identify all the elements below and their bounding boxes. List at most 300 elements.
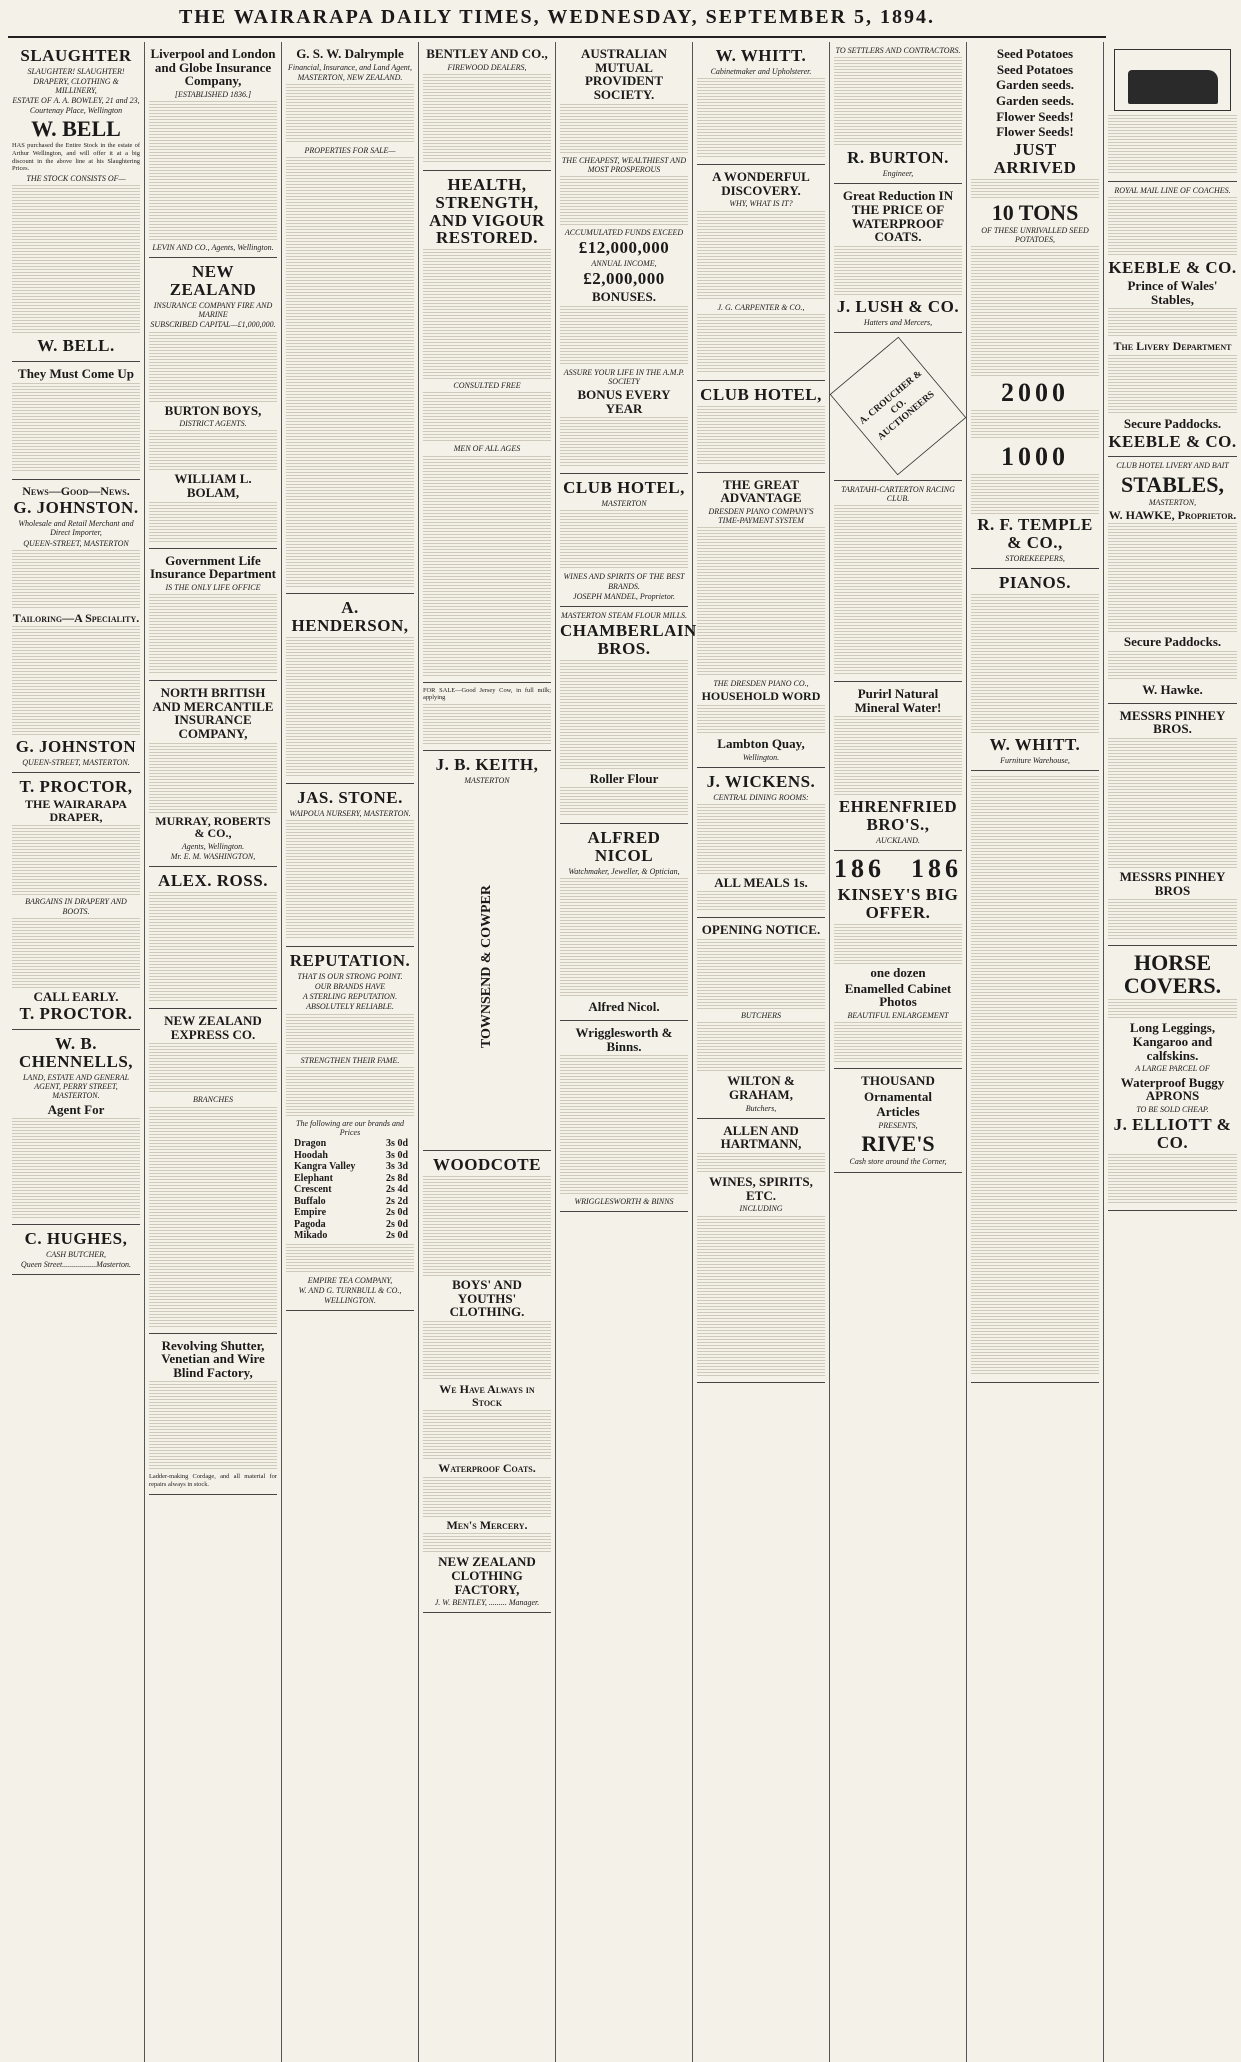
reputation-ad (286, 947, 414, 1311)
ad-subheading: FIREWOOD DEALERS, (447, 62, 527, 72)
ad-heading: J. ELLIOTT & CO. (1113, 1115, 1232, 1152)
ad-subheading: J. W. BENTLEY, ......... Manager. (434, 1598, 540, 1608)
ad-heading: HOUSEHOLD WORD (701, 689, 821, 704)
ad-subheading: Butchers, (745, 1103, 777, 1113)
ad-subheading: ROYAL MAIL LINE OF COACHES. (1114, 186, 1231, 195)
small-print (971, 594, 1099, 734)
small-print (286, 1014, 414, 1054)
small-print (423, 1176, 551, 1276)
ad-subheading: JOSEPH MANDEL, Proprietor. (573, 591, 675, 601)
ad-subheading: THE STOCK CONSISTS OF— (26, 174, 126, 184)
reduction-ad (834, 184, 962, 333)
pinhey-ad (1108, 704, 1237, 947)
ad-heading: JUST ARRIVED (993, 139, 1077, 177)
small-print (286, 157, 414, 587)
small-print (1108, 999, 1237, 1019)
ad-heading: Flower Seeds! (996, 108, 1074, 124)
ad-subheading: MASTERTON, (1148, 497, 1197, 507)
ad-heading: Roller Flour (589, 770, 659, 786)
allen-ad (697, 1119, 825, 1383)
ad-heading: W. BELL (31, 115, 121, 141)
ad-heading: Secure Paddocks. (1123, 634, 1222, 650)
ad-heading: THOUSAND (861, 1073, 935, 1089)
small-print (149, 502, 277, 542)
club-livery-ad (1108, 457, 1237, 703)
coach-ad (1108, 42, 1237, 182)
ad-subheading: PROPERTIES FOR SALE— (304, 146, 396, 156)
ad-subheading: DRESDEN PIANO COMPANY'S TIME-PAYMENT SYSTEM (708, 506, 814, 525)
ad-subheading: IS THE ONLY LIFE OFFICE (165, 582, 261, 592)
ad-heading: J. B. KEITH, (435, 755, 539, 775)
ad-heading: Articles (876, 1104, 920, 1120)
small-print (423, 456, 551, 676)
ad-heading: THE WAIRARAPA DRAPER, (25, 797, 127, 824)
ad-heading: Revolving Shutter, Venetian and Wire Blind Factory, (161, 1337, 265, 1380)
ad-subheading: A LARGE PARCEL OF (1135, 1064, 1210, 1074)
small-print (423, 1533, 551, 1553)
ad-heading: WILTON & GRAHAM, (727, 1073, 795, 1102)
small-print (1108, 197, 1237, 257)
ad-heading: BENTLEY AND CO., (426, 46, 548, 61)
ad-heading: Ornamental (864, 1088, 932, 1104)
coach-illustration (1114, 49, 1231, 111)
dalrymple-ad (286, 42, 414, 594)
price-row: Hoodah 3s 0d (294, 1149, 408, 1161)
ad-subheading: Cabinetmaker and Upholsterer. (710, 66, 812, 76)
ad-subheading: WRIGGLESWORTH & BINNS (574, 1197, 674, 1207)
small-print (12, 1118, 140, 1218)
ad-heading: WILLIAM L. BOLAM, (174, 471, 252, 501)
small-print (149, 1107, 277, 1327)
small-print (1108, 899, 1237, 939)
ad-heading: HORSE COVERS. (1123, 950, 1222, 999)
small-print (1108, 523, 1237, 633)
croucher-ad (834, 333, 962, 481)
big-number: 1000 (1001, 442, 1069, 471)
small-print (286, 1244, 414, 1274)
johnston-ad (12, 480, 140, 774)
small-print (834, 57, 962, 147)
ad-heading: RIVE'S (861, 1131, 935, 1157)
ad-heading: W. WHITT. (989, 734, 1081, 754)
club-hotel-2-ad (697, 381, 825, 473)
price-row: Buffalo 2s 2d (294, 1195, 408, 1207)
ad-heading: Seed Potatoes (996, 61, 1074, 77)
ad-heading: Enamelled Cabinet Photos (844, 980, 952, 1010)
ad-subheading: BRANCHES (193, 1095, 233, 1105)
ad-subheading: TO SETTLERS AND CONTRACTORS. (835, 46, 961, 55)
ad-heading: BONUS EVERY YEAR (577, 387, 671, 416)
price-row: Empire 2s 0d (294, 1207, 408, 1219)
kinsey-ad (834, 851, 962, 1069)
pianos-ad (971, 569, 1099, 771)
ad-subheading: BUTCHERS (741, 1011, 781, 1021)
whitt-ad (697, 42, 825, 165)
racing-ad (834, 481, 962, 682)
small-print (560, 176, 688, 226)
ad-heading: W. WHITT. (715, 46, 807, 65)
small-print (697, 527, 825, 677)
ad-subheading: INCLUDING (739, 1204, 783, 1214)
ad-subheading: Furniture Warehouse, (1000, 755, 1070, 765)
small-print (560, 1055, 688, 1195)
ad-subheading: CLUB HOTEL LIVERY AND BAIT (1116, 461, 1229, 471)
ad-heading: BURTON BOYS, (164, 402, 262, 418)
rives-ad (834, 1069, 962, 1172)
column-4 (419, 42, 556, 2062)
small-print (697, 314, 825, 374)
small-print (286, 820, 414, 940)
ad-heading: CLUB HOTEL, (563, 478, 685, 498)
ad-subheading: CASH BUTCHER, (46, 1250, 106, 1260)
ad-subheading: [ESTABLISHED 1836.] (174, 89, 252, 99)
ad-heading: R. F. TEMPLE & CO., (977, 515, 1093, 552)
ad-subheading: MASTERTON (464, 776, 510, 786)
small-print (697, 406, 825, 466)
ad-heading: ALL MEALS 1s. (714, 874, 808, 890)
small-print (1108, 115, 1237, 175)
price-row: Pagoda 2s 0d (294, 1218, 408, 1230)
bentley-ad (423, 42, 551, 171)
stone-ad (286, 784, 414, 947)
ad-heading: News—Good—News. (22, 483, 130, 498)
ad-subheading: Watchmaker, Jeweller, & Optician, (568, 867, 680, 877)
small-print (1108, 738, 1237, 868)
ad-heading: JAS. STONE. (297, 787, 403, 807)
ad-heading: A WONDERFUL DISCOVERY. (712, 169, 810, 198)
price-row: Crescent 2s 4d (294, 1184, 408, 1196)
ad-line: THAT IS OUR STRONG POINT. (297, 971, 403, 981)
small-print (12, 918, 140, 988)
diagonal-stamp (830, 337, 967, 475)
small-print (834, 716, 962, 796)
ad-signature: Alfred Nicol. (588, 999, 660, 1015)
ad-heading: one dozen (870, 965, 926, 981)
ad-heading: W. BELL. (37, 336, 115, 356)
small-print (1108, 651, 1237, 681)
ad-line: ABSOLUTELY RELIABLE. (306, 1002, 394, 1012)
ad-subheading: Wholesale and Retail Merchant and Direct Importer, (18, 519, 134, 538)
ad-heading: The Livery Department (1113, 339, 1232, 354)
ad-heading: W. HAWKE, Proprietor. (1108, 507, 1237, 522)
small-print (697, 211, 825, 301)
ad-subheading: CONSULTED FREE (453, 381, 521, 391)
liverpool-ad (149, 42, 277, 258)
nicol-ad (560, 824, 688, 1021)
ad-heading: Government Life Insurance Department (149, 552, 276, 582)
vertical-ad (423, 786, 551, 1146)
ad-heading: CALL EARLY. (33, 988, 119, 1004)
small-print (423, 74, 551, 164)
small-print (560, 104, 688, 154)
government-life-ad (149, 549, 277, 681)
big-number: 2000 (1001, 378, 1069, 407)
ad-subheading: Wellington. (742, 752, 780, 762)
small-print (12, 383, 140, 473)
nz-express-ad (149, 1009, 277, 1333)
ad-heading: £2,000,000 (583, 269, 665, 289)
column-7 (830, 42, 967, 2062)
ad-heading: £12,000,000 (578, 238, 670, 258)
small-print (971, 179, 1099, 199)
small-print (149, 892, 277, 1002)
ad-heading: Long Leggings, Kangaroo and calfskins. (1129, 1020, 1216, 1063)
ad-subheading: TO BE SOLD CHEAP. (1136, 1104, 1209, 1114)
ad-subheading: Financial, Insurance, and Land Agent, (287, 62, 413, 72)
ad-heading: W. B. CHENNELLS, (18, 1034, 134, 1072)
ad-subheading: DRAPERY, CLOTHING & MILLINERY, (33, 77, 119, 96)
coaching-ad (971, 771, 1099, 1383)
ad-subheading: MASTERTON STEAM FLOUR MILLS. (560, 610, 688, 620)
ad-heading: CLUB HOTEL, (700, 384, 822, 404)
small-print (697, 78, 825, 158)
wrigglesworth-ad (560, 1021, 688, 1212)
henderson-ad (286, 594, 414, 784)
small-print (12, 626, 140, 736)
ad-heading: T. PROCTOR, (19, 777, 133, 797)
year-left: 186 (834, 854, 885, 884)
ad-heading: Garden seeds. (996, 92, 1074, 108)
ad-heading: BONUSES. (592, 289, 656, 304)
small-print (834, 246, 962, 296)
small-print (423, 1410, 551, 1460)
ad-heading: G. JOHNSTON. (13, 498, 139, 518)
small-print (697, 804, 825, 874)
ad-subheading: QUEEN-STREET, MASTERTON. (22, 758, 130, 768)
small-print (697, 705, 825, 735)
small-print (423, 1321, 551, 1381)
small-print (697, 1216, 825, 1376)
ad-heading: Agent For (47, 1101, 105, 1117)
small-print (423, 704, 551, 744)
ad-subheading: ESTATE OF A. A. BOWLEY, 21 and 23, Courtenay Place, Wellington (12, 96, 140, 115)
ad-subheading: OF THESE UNRIVALLED SEED POTATOES, (981, 225, 1089, 244)
small-print (423, 1477, 551, 1517)
column-8 (967, 42, 1104, 2062)
royal-mail-ad (1108, 182, 1237, 457)
ad-heading: REPUTATION. (289, 950, 411, 970)
ad-subheading: Agents, Wellington. (181, 841, 245, 851)
column-6 (693, 42, 830, 2062)
horse-covers-ad (1108, 946, 1237, 1210)
ad-heading: C. HUGHES, (24, 1229, 128, 1249)
price-row: Mikado 2s 0d (294, 1230, 408, 1242)
small-print (834, 505, 962, 675)
ad-heading: NEW ZEALAND (169, 262, 257, 300)
small-print (971, 474, 1099, 514)
ad-heading: They Must Come Up (18, 366, 134, 382)
ad-heading: R. BURTON. (847, 148, 949, 168)
ad-subheading: WELLINGTON. (324, 1295, 376, 1305)
ad-heading: KEEBLE & CO. (1108, 431, 1237, 451)
small-print (560, 878, 688, 998)
ad-line: STRENGTHEN THEIR FAME. (300, 1055, 400, 1065)
ad-heading: Tailoring—A Speciality. (12, 610, 140, 625)
ad-heading: W. Hawke. (1142, 682, 1203, 698)
small-print (971, 246, 1099, 376)
ad-heading: NEW ZEALAND CLOTHING FACTORY, (438, 1554, 536, 1597)
column-9 (1104, 42, 1241, 2062)
ad-subheading: LAND, ESTATE AND GENERAL AGENT, PERRY STREET, MASTERTON. (22, 1073, 130, 1101)
ad-heading: Purirl Natural Mineral Water! (854, 686, 942, 715)
revolving-shutter-ad (149, 1334, 277, 1496)
ad-subheading: BARGAINS IN DRAPERY AND BOOTS. (25, 897, 127, 916)
tea-price-list (286, 1138, 414, 1242)
ad-heading: ALEX. ROSS. (158, 871, 268, 891)
column-5 (556, 42, 697, 2062)
ad-heading: SLAUGHTER (20, 46, 132, 65)
ad-subheading: DISTRICT AGENTS. (179, 419, 247, 429)
ad-subheading: WINES AND SPIRITS OF THE BEST BRANDS. (563, 572, 685, 591)
ad-subheading: PRESENTS, (878, 1121, 918, 1131)
ad-subheading: THE DRESDEN PIANO CO., (713, 679, 809, 689)
health-ad (423, 171, 551, 683)
alex-ross-ad (149, 867, 277, 1009)
dresden-ad (697, 473, 825, 768)
ad-heading: MESSRS PINHEY BROS. (1119, 707, 1226, 737)
small-print (149, 594, 277, 674)
small-print (423, 392, 551, 442)
small-print (971, 776, 1099, 1376)
ad-subheading: CENTRAL DINING ROOMS: (713, 792, 809, 802)
wickens-ad (697, 768, 825, 919)
price-row: Dragon 3s 0d (294, 1138, 408, 1150)
ad-heading: Lambton Quay, (717, 735, 805, 751)
small-print (149, 1043, 277, 1093)
ad-subheading: ASSURE YOUR LIFE IN THE A.M.P. SOCIETY (563, 367, 685, 386)
small-print (149, 332, 277, 402)
price-row: Kangra Valley 3s 3d (294, 1161, 408, 1173)
ad-heading: Wrigglesworth & Binns. (575, 1024, 673, 1054)
north-british-ad (149, 681, 277, 867)
small-print (1108, 355, 1237, 415)
column-3 (282, 42, 419, 2062)
ad-heading: J. WICKENS. (706, 771, 816, 791)
ad-subheading: STOREKEEPERS, (1005, 553, 1065, 563)
stamp-text: A. CROUCHER & CO. AUCTIONEERS (856, 366, 937, 442)
ad-heading: OPENING NOTICE. (701, 922, 821, 938)
ad-heading: AUSTRALIAN MUTUAL PROVIDENT SOCIETY. (581, 46, 667, 102)
ad-subheading: MASTERTON, NEW ZEALAND. (297, 72, 403, 82)
amp-ad (560, 42, 688, 474)
ad-subheading: WHY, WHAT IS IT? (729, 199, 793, 209)
small-print (971, 410, 1099, 440)
ad-subheading: TARATAHI-CARTERTON RACING CLUB. (841, 484, 955, 503)
sale-cow-ad (423, 683, 551, 752)
ad-heading: THE GREAT ADVANTAGE (720, 476, 802, 506)
small-print (149, 1381, 277, 1471)
small-print (697, 891, 825, 911)
slaughter-ad (12, 42, 140, 362)
small-print (560, 417, 688, 467)
small-print (149, 743, 277, 813)
ad-subheading: INSURANCE COMPANY FIRE AND MARINE (153, 300, 273, 320)
ad-body: Ladder-making Cordage, and all material for repairs always in stock. (149, 1473, 277, 1489)
opening-notice-ad (697, 918, 825, 1118)
ad-subheading: WAIPOUA NURSERY, MASTERTON. (289, 808, 411, 818)
ad-heading: BOYS' AND YOUTHS' CLOTHING. (449, 1277, 525, 1320)
ad-heading: NORTH BRITISH AND MERCANTILE INSURANCE COMPANY, (152, 685, 274, 742)
price-list-heading: The following are our brands and Prices (296, 1118, 404, 1137)
ad-body: HAS purchased the Entire Stock in the estate of Arthur Wellington, and will offer it at a big discount in the above line at his Slaughtering Prices. (12, 141, 140, 173)
proctor-ad (12, 773, 140, 1030)
vertical-ad-text: TOWNSEND & COWPER (479, 884, 494, 1048)
ad-heading: KEEBLE & CO. (1108, 258, 1237, 278)
mineral-water-ad (834, 682, 962, 851)
ad-subheading: BEAUTIFUL ENLARGEMENT (847, 1010, 949, 1020)
ad-subheading: LEVIN AND CO., Agents, Wellington. (152, 243, 274, 253)
small-print (286, 1067, 414, 1117)
ad-line: A STERLING REPUTATION. (302, 992, 398, 1002)
ad-heading: Garden seeds. (996, 77, 1074, 93)
ad-body: FOR SALE—Good Jersey Cow, in full milk; applying (423, 686, 551, 702)
ad-line: OUR BRANDS HAVE (314, 981, 386, 991)
ad-heading: CHAMBERLAIN BROS. (560, 621, 697, 658)
ad-heading: STABLES, (1121, 471, 1224, 497)
ad-subheading: W. AND G. TURNBULL & CO., (298, 1285, 402, 1295)
small-print (286, 637, 414, 777)
chennells-ad (12, 1030, 140, 1225)
column-2 (145, 42, 282, 2062)
ad-heading: Waterproof Coats. (438, 1461, 536, 1476)
ad-subheading: EMPIRE TEA COMPANY, (307, 1275, 393, 1285)
small-print (697, 1022, 825, 1072)
ad-subheading: Engineer, (882, 169, 914, 179)
small-print (12, 825, 140, 895)
ad-heading: EHRENFRIED BRO'S., (838, 797, 958, 835)
discovery-ad (697, 165, 825, 381)
ad-subheading: Cash store around the Corner, (849, 1157, 947, 1167)
ad-heading: G. JOHNSTON (15, 737, 137, 757)
hughes-ad (12, 1225, 140, 1275)
small-print (286, 84, 414, 144)
small-print (12, 550, 140, 610)
club-hotel-ad (560, 474, 688, 607)
keith-ad (423, 751, 551, 1151)
come-up-ad (12, 362, 140, 480)
ad-heading: HEALTH, STRENGTH, AND VIGOUR RESTORED. (429, 174, 545, 248)
ad-subheading: SUBSCRIBED CAPITAL—£1,000,000. (150, 320, 276, 330)
columns (8, 42, 1237, 2062)
ad-subheading: J. G. CARPENTER & CO., (717, 302, 805, 312)
ad-subheading: ANNUAL INCOME, (591, 258, 657, 268)
ad-heading: PIANOS. (999, 572, 1071, 592)
small-print (834, 1022, 962, 1062)
ad-heading: MURRAY, ROBERTS & CO., (155, 813, 271, 841)
ad-heading: 10 TONS (991, 199, 1079, 225)
ad-heading: NEW ZEALAND EXPRESS CO. (164, 1013, 262, 1042)
ad-heading: T. PROCTOR. (19, 1004, 133, 1024)
ad-heading: KINSEY'S BIG OFFER. (837, 885, 959, 923)
ad-heading: We Have Always in Stock (439, 1382, 535, 1409)
ad-heading: A. HENDERSON, (291, 598, 409, 636)
price-row: Elephant 2s 8d (294, 1172, 408, 1184)
ad-heading: Liverpool and London and Globe Insurance Company, (150, 46, 276, 89)
year-right: 186 (911, 854, 962, 884)
small-print (149, 101, 277, 241)
woodcote-ad (423, 1151, 551, 1613)
ad-subheading: MASTERTON (601, 499, 647, 509)
ad-subheading: ACCUMULATED FUNDS EXCEED (564, 227, 684, 237)
small-print (560, 510, 688, 570)
small-print (1108, 308, 1237, 338)
ad-heading: J. LUSH & CO. (836, 296, 960, 316)
ad-subheading: Mr. E. M. WASHINGTON, (170, 852, 256, 862)
ad-heading: Flower Seeds! (996, 124, 1074, 140)
ad-heading: ALFRED NICOL (587, 828, 661, 866)
ad-heading: G. S. W. Dalrymple (296, 46, 404, 61)
ad-subheading: THE CHEAPEST, WEALTHIEST AND MOST PROSPEROUS (561, 155, 687, 174)
